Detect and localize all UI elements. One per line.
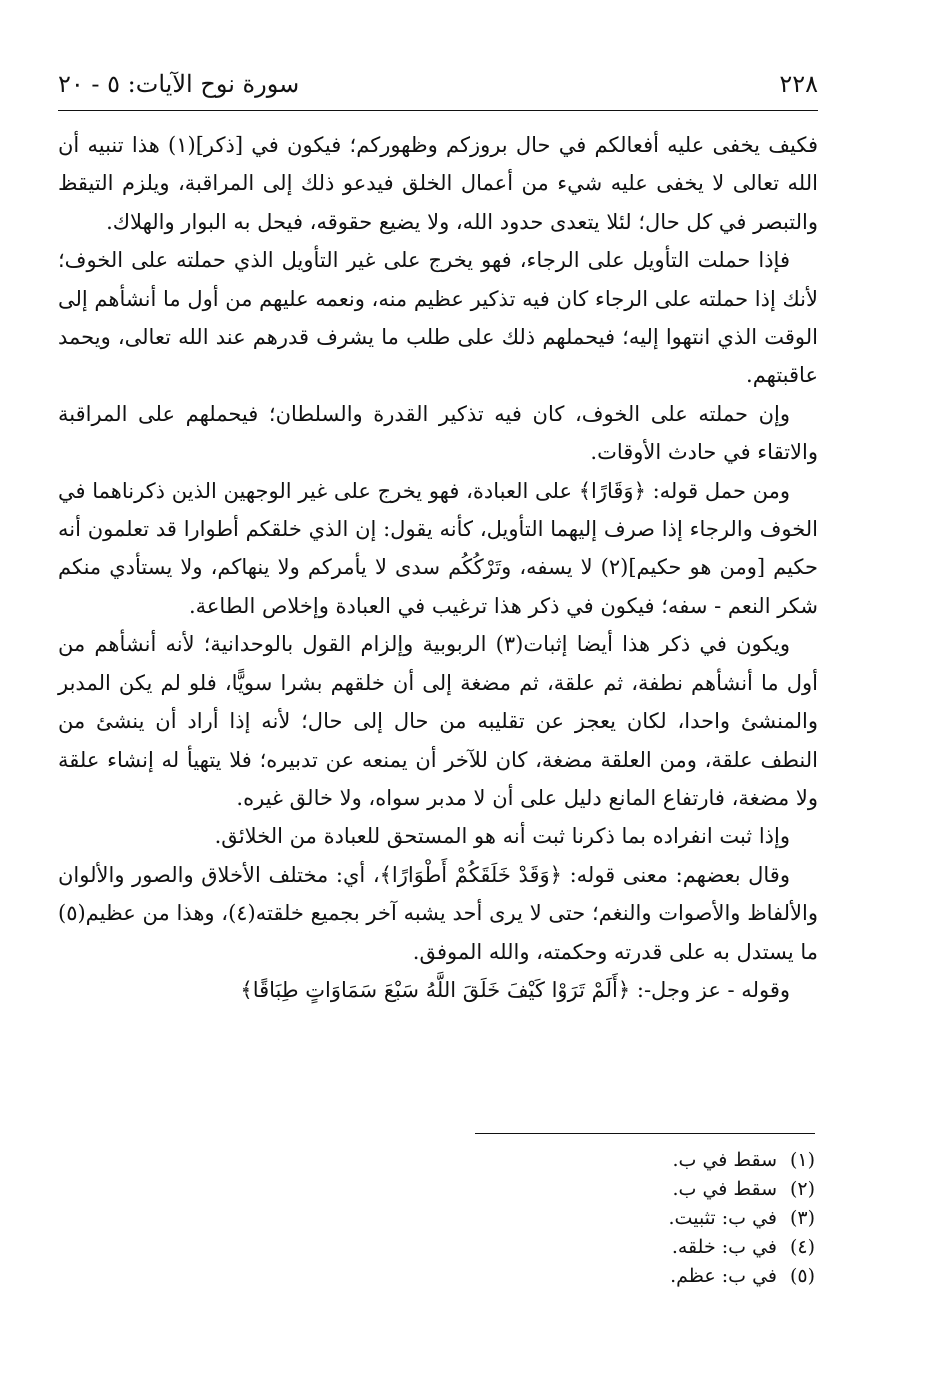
footnote	[475, 1233, 815, 1262]
paragraph: فإذا حملت التأويل على الرجاء، فهو يخرج على غير التأويل الذي حملته على الخوف؛ لأنك إذا حملته على الرجاء كان فيه تذكير عظيم منه، ونعمه عليهم من أول ما أنشأهم إلى الوقت الذي انتهوا إليه؛ فيحملهم ذلك على طلب ما يشرف قدرهم عند الله تعالى، ويحمد عاقبتهم.	[58, 248, 818, 388]
footnote-number: (٣)	[789, 1207, 815, 1229]
paragraph: وقوله - عز وجل-: ﴿أَلَمْ تَرَوْا كَيْفَ خَلَقَ اللَّهُ سَبْعَ سَمَاوَاتٍ طِبَاقًا﴾	[240, 977, 790, 1002]
footnote-text: في ب: عظم.	[670, 1265, 777, 1287]
footnotes	[475, 1146, 815, 1291]
page-header	[58, 66, 818, 106]
page-number: ٢٢٨	[779, 70, 818, 98]
paragraph: وإذا ثبت انفراده بما ذكرنا ثبت أنه هو المستحق للعبادة من الخلائق.	[214, 824, 790, 849]
footnote	[475, 1204, 815, 1233]
paragraph: ومن حمل قوله: ﴿وَقَارًا﴾ على العبادة، فهو يخرج على غير الوجهين الذين ذكرناهما في الخوف والرجاء إذا صرف إليهما التأويل، كأنه يقول: إن الذي خلقكم أطوارا قد تعلمون أنه حكيم [ومن هو حكيم](٢) لا يسفه، وتَرْكُكُم سدى لا يأمركم ولا ينهاكم، ولا يستأدي منكم شكر النعم - سفه؛ فيكون في ذكر هذا ترغيب في العبادة وإخلاص الطاعة.	[58, 478, 818, 618]
paragraph: فكيف يخفى عليه أفعالكم في حال بروزكم وظهوركم؛ فيكون في [ذكر](١) هذا تنبيه أن الله تعالى لا يخفى عليه شيء من أعمال الخلق فيدعو ذلك إلى المراقبة، ويلزم التيقظ والتبصر في كل حال؛ لئلا يتعدى حدود الله، ولا يضيع حقوقه، فيحل به البوار والهلاك.	[58, 133, 818, 234]
footnote-text: سقط في ب.	[672, 1149, 777, 1171]
footnote-number: (١)	[789, 1149, 815, 1171]
main-text	[58, 126, 818, 1009]
footnote	[475, 1175, 815, 1204]
footnote-text: في ب: تثبيت.	[668, 1207, 777, 1229]
paragraph: ويكون في ذكر هذا أيضا إثبات(٣) الربوبية وإلزام القول بالوحدانية؛ لأنه أنشأهم من أول ما أنشأهم نطفة، ثم علقة، ثم مضغة إلى أن خلقهم بشرا سويًّا، فلو لم يكن المدبر والمنشئ واحدا، لكان يعجز عن تقليبه من حال إلى حال؛ لأنه إذا أراد أن ينشئ من النطف علقة، ومن العلقة مضغة، كان للآخر أن يمنعه عن تدبيره؛ فلا يتهيأ له إنشاء علقة ولا مضغة، فارتفاع المانع دليل على أن لا مدبر سواه، ولا خالق غيره.	[58, 632, 818, 810]
footnote-number: (٤)	[789, 1236, 815, 1258]
paragraph: وإن حملته على الخوف، كان فيه تذكير القدرة والسلطان؛ فيحملهم على المراقبة والاتقاء في حادث الأوقات.	[58, 401, 818, 465]
paragraph: وقال بعضهم: معنى قوله: ﴿وَقَدْ خَلَقَكُمْ أَطْوَارًا﴾، أي: مختلف الأخلاق والصور والألوان والألفاظ والأصوات والنغم؛ حتى لا يرى أحد يشبه آخر بجميع خلقته(٤)، وهذا من عظيم(٥) ما يستدل به على قدرته وحكمته، والله الموفق.	[58, 862, 818, 964]
running-title: سورة نوح الآيات: ٥ - ٢٠	[58, 70, 300, 98]
footnote-text: في ب: خلقه.	[671, 1236, 777, 1258]
footnote	[475, 1146, 815, 1175]
footnote-divider	[475, 1133, 815, 1134]
footnote-number: (٥)	[789, 1265, 815, 1287]
footnote-number: (٢)	[789, 1178, 815, 1200]
footnote-text: سقط في ب.	[672, 1178, 777, 1200]
footnote	[475, 1262, 815, 1291]
header-divider	[58, 110, 818, 111]
